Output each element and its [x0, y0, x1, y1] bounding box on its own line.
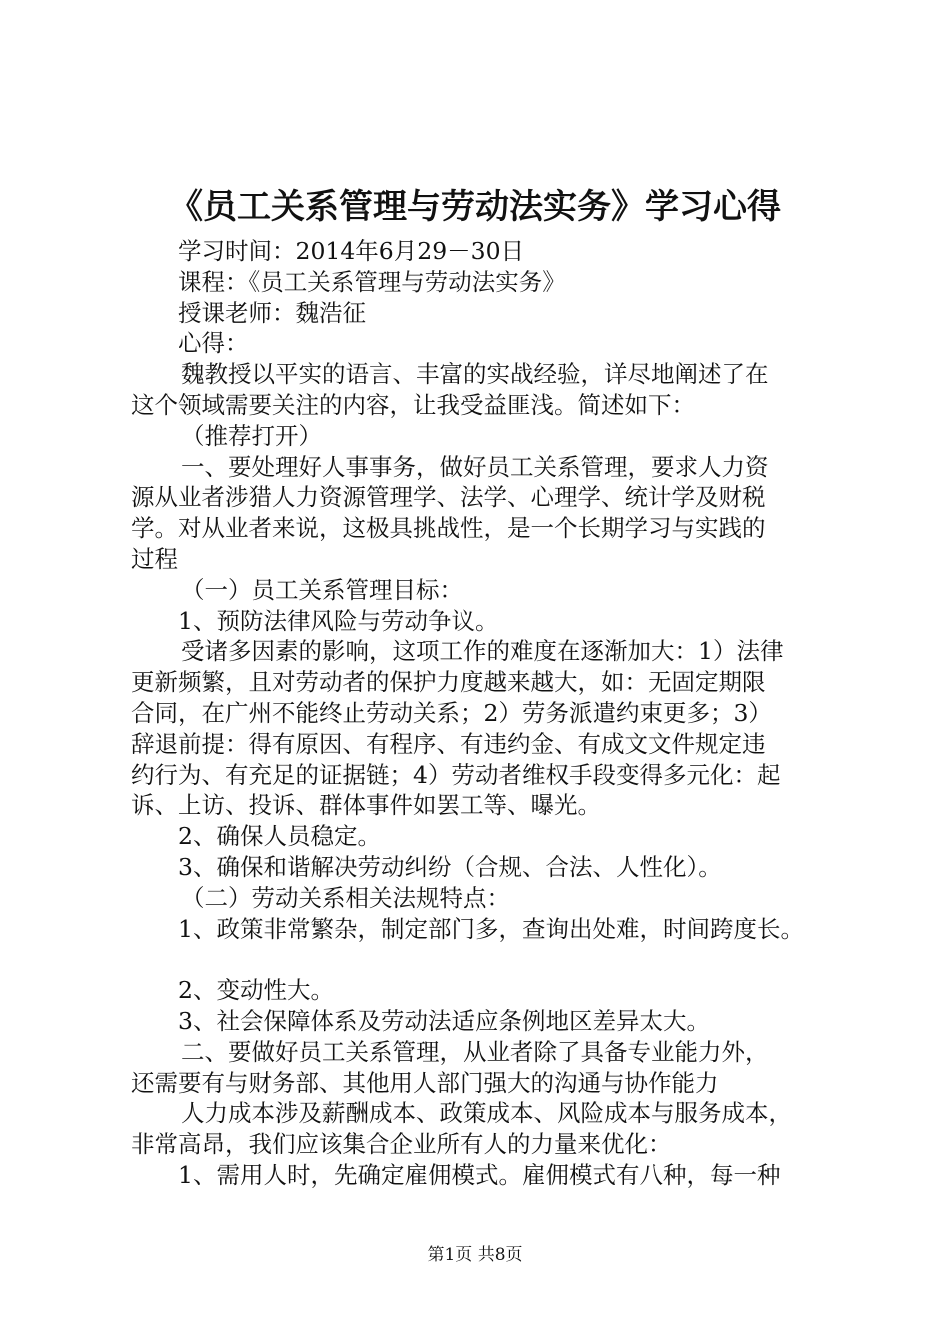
blank-line [131, 944, 851, 975]
list-item: 2、确保人员稳定。 [178, 822, 381, 851]
section-heading: 二、要做好员工关系管理，从业者除了具备专业能力外， [181, 1037, 769, 1066]
reflection-heading: 心得： [178, 329, 249, 358]
paragraph-line: 这个领域需要关注的内容，让我受益匪浅。简述如下： [131, 390, 695, 419]
paragraph-line: 约行为、有充足的证据链；4）劳动者维权手段变得多元化：起 [131, 760, 781, 789]
document-body [131, 236, 851, 1191]
paragraph-line: 非常高昂，我们应该集合企业所有人的力量来优化： [131, 1130, 672, 1159]
recommend-open-line: （推荐打开） [181, 421, 322, 450]
list-item: 2、变动性大。 [178, 976, 334, 1005]
paragraph-line: 学。对从业者来说，这极具挑战性，是一个长期学习与实践的 [131, 514, 766, 543]
paragraph-line: 还需要有与财务部、其他用人部门强大的沟通与协作能力 [131, 1068, 719, 1097]
course-line: 课程：《员工关系管理与劳动法实务》 [178, 267, 566, 296]
list-item: 3、确保和谐解决劳动纠纷（合规、合法、人性化）。 [178, 852, 722, 881]
page-number-footer: 第1页 共8页 [427, 1245, 523, 1265]
list-item: 1、政策非常繁杂，制定部门多，查询出处难，时间跨度长。 [178, 914, 804, 943]
paragraph-line: 辞退前提：得有原因、有程序、有违约金、有成文文件规定违 [131, 729, 766, 758]
document-title: 《员工关系管理与劳动法实务》学习心得 [169, 187, 781, 227]
list-item: 1、需用人时，先确定雇佣模式。雇佣模式有八种，每一种 [178, 1160, 781, 1189]
paragraph-line: 受诸多因素的影响，这项工作的难度在逐渐加大：1）法律 [181, 637, 784, 666]
paragraph-line: 更新频繁，且对劳动者的保护力度越来越大，如：无固定期限 [131, 668, 766, 697]
list-item: 3、社会保障体系及劳动法适应条例地区差异太大。 [178, 1006, 710, 1035]
paragraph-line: 合同，在广州不能终止劳动关系；2）劳务派遣约束更多；3） [131, 698, 772, 727]
section-heading: （二）劳动关系相关法规特点： [181, 883, 510, 912]
paragraph-line: 人力成本涉及薪酬成本、政策成本、风险成本与服务成本， [181, 1099, 792, 1128]
paragraph-line: 一、要处理好人事事务，做好员工关系管理，要求人力资 [181, 452, 769, 481]
paragraph-line: 过程 [131, 544, 178, 573]
paragraph-line: 诉、上访、投诉、群体事件如罢工等、曝光。 [131, 791, 601, 820]
list-item: 1、预防法律风险与劳动争议。 [178, 606, 499, 635]
study-time-line: 学习时间：2014年6月29－30日 [178, 237, 525, 265]
paragraph-line: 魏教授以平实的语言、丰富的实战经验，详尽地阐述了在 [181, 360, 769, 389]
teacher-line: 授课老师：魏浩征 [178, 298, 366, 327]
paragraph-line: 源从业者涉猎人力资源管理学、法学、心理学、统计学及财税 [131, 483, 766, 512]
section-heading: （一）员工关系管理目标： [181, 575, 463, 604]
